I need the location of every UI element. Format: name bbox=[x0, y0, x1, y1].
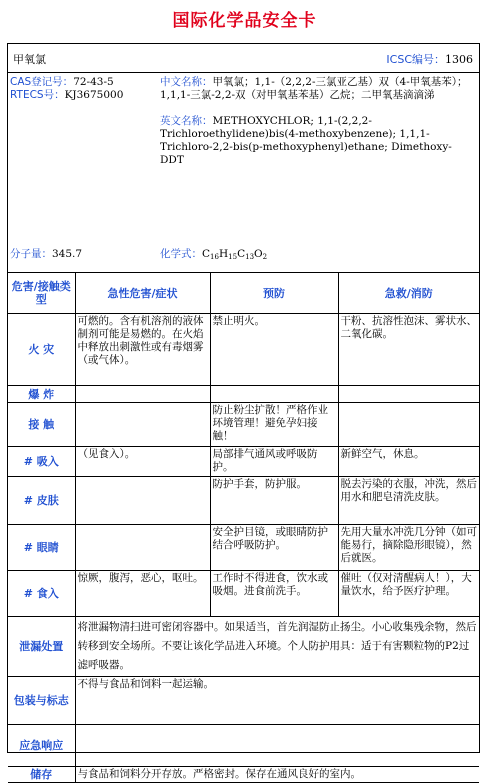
header-aid: 急救/消防 bbox=[338, 273, 479, 314]
row-aid-eyes: 先用大量水冲洗几分钟（如可能易行，摘除隐形眼镜），然后就医。 bbox=[338, 525, 479, 571]
row-symptom-inhalation: （见食入）。 bbox=[75, 447, 210, 477]
cn-name-value: 甲氧氯；1,1-（2,2,2-三氯亚乙基）双（4-甲氧基苯）；1,1,1-三氯-2,2-双（对甲氧基苯基）乙烷；二甲氧基滴滴涕 bbox=[160, 76, 468, 101]
row-prevention-inhalation: 局部排气通风或呼吸防护。 bbox=[210, 447, 338, 477]
row-label-spill: 泄漏处置 bbox=[8, 617, 75, 677]
row-symptom-ingestion: 惊厥，腹泻，恶心，呕吐。 bbox=[75, 571, 210, 617]
table-row-skin bbox=[8, 477, 479, 525]
row-aid-ingestion: 催吐（仅对清醒病人！），大量饮水，给予医疗护理。 bbox=[338, 571, 479, 617]
header-row bbox=[8, 44, 479, 73]
chemical-formula bbox=[160, 248, 267, 264]
table-row-ingestion bbox=[8, 571, 479, 617]
row-aid-inhalation: 新鲜空气，休息。 bbox=[338, 447, 479, 477]
identifier-block bbox=[8, 72, 479, 273]
safety-card bbox=[7, 43, 480, 781]
row-aid-skin: 脱去污染的衣服，冲洗，然后用水和肥皂清洗皮肤。 bbox=[338, 477, 479, 525]
icsc-label: ICSC编号： bbox=[386, 53, 445, 66]
row-text-package: 不得与食品和饲料一起运输。 bbox=[75, 677, 479, 725]
row-aid-explosion bbox=[338, 386, 479, 403]
table-row-contact bbox=[8, 403, 479, 447]
table-row-fire bbox=[8, 314, 479, 386]
row-prevention-eyes: 安全护目镜，或眼睛防护结合呼吸防护。 bbox=[210, 525, 338, 571]
row-aid-contact bbox=[338, 403, 479, 447]
cas-value: 72-43-5 bbox=[73, 76, 114, 88]
row-label-emergency: 应急响应 bbox=[8, 725, 75, 767]
card-title: 国际化学品安全卡 bbox=[172, 11, 317, 31]
header-symptom: 急性危害/症状 bbox=[75, 273, 210, 314]
rtecs-value: KJ3675000 bbox=[64, 89, 124, 101]
table-row-storage bbox=[8, 767, 479, 783]
chemical-name: 甲氧氯 bbox=[13, 53, 46, 66]
molecular-weight bbox=[10, 248, 82, 261]
cas-label: CAS登记号： bbox=[10, 76, 74, 88]
mw-label: 分子量： bbox=[10, 248, 52, 260]
hazard-table bbox=[8, 272, 479, 783]
header-type: 危害/接触类型 bbox=[8, 273, 75, 314]
table-row-package bbox=[8, 677, 479, 725]
icsc-number bbox=[386, 51, 473, 67]
row-prevention-fire: 禁止明火。 bbox=[210, 314, 338, 386]
row-type-fire: 火 灾 bbox=[8, 314, 75, 386]
row-label-storage: 储存 bbox=[8, 767, 75, 783]
names-block bbox=[160, 76, 474, 167]
en-name-value: METHOXYCHLOR; 1,1-(2,2,2-Trichloroethylidene)bis(4-methoxybenzene); 1,1,1-Trichloro-2,2-bis(p-methoxyphenyl)ethane; Dimethoxy-DDT bbox=[160, 115, 452, 166]
row-prevention-skin: 防护手套，防护服。 bbox=[210, 477, 338, 525]
formula-c2-count: 13 bbox=[245, 253, 255, 261]
formula-c1-count: 16 bbox=[210, 253, 219, 261]
table-row-explosion bbox=[8, 386, 479, 403]
table-row-inhalation bbox=[8, 447, 479, 477]
table-row-eyes bbox=[8, 525, 479, 571]
row-label-package: 包装与标志 bbox=[8, 677, 75, 725]
icsc-value: 1306 bbox=[445, 53, 473, 66]
row-prevention-contact: 防止粉尘扩散！严格作业环境管理！避免孕妇接触！ bbox=[210, 403, 338, 447]
row-symptom-eyes bbox=[75, 525, 210, 571]
row-type-explosion: 爆 炸 bbox=[8, 386, 75, 403]
row-symptom-contact bbox=[75, 403, 210, 447]
row-type-eyes: # 眼睛 bbox=[8, 525, 75, 571]
formula-o: O bbox=[254, 248, 263, 260]
table-row-emergency bbox=[8, 725, 479, 767]
row-aid-fire: 干粉、抗溶性泡沫、雾状水、二氧化碳。 bbox=[338, 314, 479, 386]
formula-h: H bbox=[218, 248, 229, 260]
formula-h-count: 15 bbox=[228, 253, 238, 261]
row-prevention-explosion bbox=[210, 386, 338, 403]
header-prevention: 预防 bbox=[210, 273, 338, 314]
formula-c2: C bbox=[237, 248, 246, 260]
mw-value: 345.7 bbox=[52, 248, 83, 260]
en-name-label: 英文名称： bbox=[160, 115, 213, 127]
row-text-emergency bbox=[75, 725, 479, 767]
row-type-skin: # 皮肤 bbox=[8, 477, 75, 525]
formula-c1: C bbox=[202, 248, 211, 260]
row-type-contact: 接 触 bbox=[8, 403, 75, 447]
cn-name-label: 中文名称： bbox=[160, 76, 213, 88]
formula-label: 化学式： bbox=[160, 248, 202, 260]
registry-numbers bbox=[10, 76, 155, 102]
table-row-spill bbox=[8, 617, 479, 677]
row-text-spill: 将泄漏物清扫进可密闭容器中。如果适当，首先润湿防止扬尘。小心收集残余物，然后转移到安全场所。不要让该化学品进入环境。个人防护用具：适于有害颗粒物的P2过滤呼吸器。 bbox=[75, 617, 479, 677]
row-symptom-fire: 可燃的。含有机溶剂的液体制剂可能是易燃的。在火焰中释放出刺激性或有毒烟雾（或气体）。 bbox=[75, 314, 210, 386]
row-type-inhalation: # 吸入 bbox=[8, 447, 75, 477]
row-prevention-ingestion: 工作时不得进食，饮水或吸烟。进食前洗手。 bbox=[210, 571, 338, 617]
formula-o-count: 2 bbox=[262, 253, 268, 261]
row-symptom-skin bbox=[75, 477, 210, 525]
row-symptom-explosion bbox=[75, 386, 210, 403]
rtecs-label: RTECS号： bbox=[10, 89, 65, 101]
row-text-storage: 与食品和饲料分开存放。严格密封。保存在通风良好的室内。 bbox=[75, 767, 479, 783]
row-type-ingestion: # 食入 bbox=[8, 571, 75, 617]
table-header-row bbox=[8, 273, 479, 314]
